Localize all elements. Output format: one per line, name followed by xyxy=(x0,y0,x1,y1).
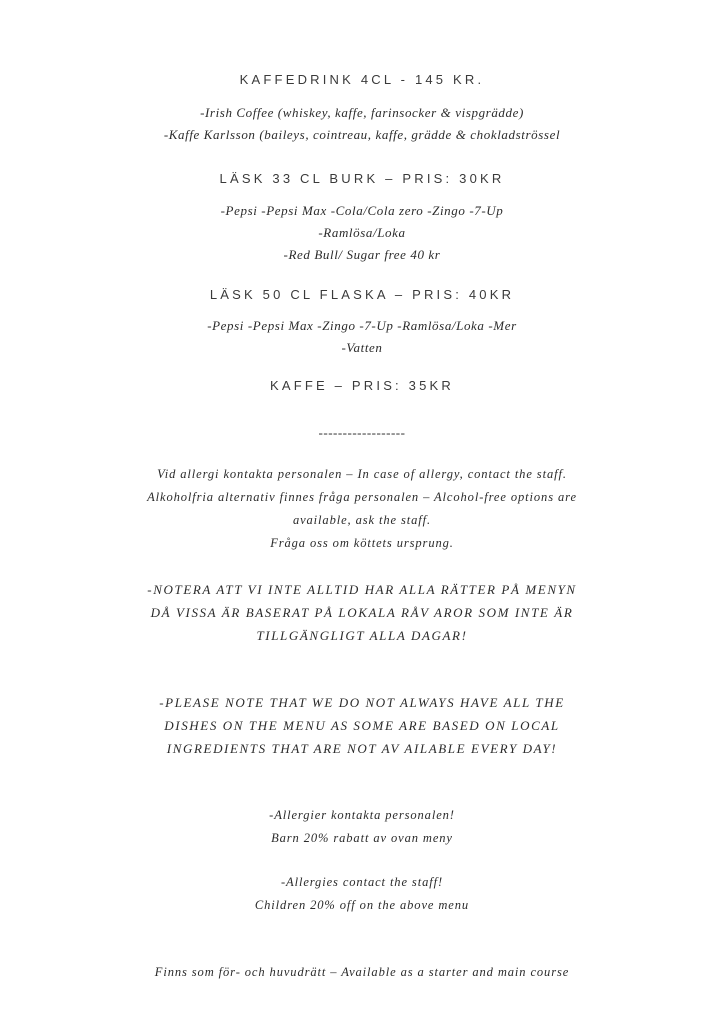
menu-item-bottle-list: -Pepsi -Pepsi Max -Zingo -7-Up -Ramlösa/Loka -Mer xyxy=(207,318,517,333)
menu-item-soda-list: -Pepsi -Pepsi Max -Cola/Cola zero -Zingo -7-Up xyxy=(220,203,504,218)
notice-en-line: DISHES ON THE MENU AS SOME ARE BASED ON LOCAL xyxy=(164,718,560,733)
menu-item-vatten: -Vatten xyxy=(341,340,383,355)
section-heading-kaffe: KAFFE – PRIS: 35KR xyxy=(269,378,455,393)
section-heading-lask-50cl: LÄSK 50 CL FLASKA – PRIS: 40KR xyxy=(209,287,515,302)
allergies-en: -Allergies contact the staff! xyxy=(280,875,444,889)
divider: ------------------ xyxy=(318,425,406,440)
menu-item-irish-coffee: -Irish Coffee (whiskey, kaffe, farinsocker & vispgrädde) xyxy=(200,105,524,120)
section-heading-lask-33cl: LÄSK 33 CL BURK – PRIS: 30KR xyxy=(219,171,505,186)
notice-en-line: INGREDIENTS THAT ARE NOT AV AILABLE EVERY DAY! xyxy=(166,741,558,756)
allergy-info-line: Fråga oss om köttets ursprung. xyxy=(270,536,454,550)
children-discount-sv: Barn 20% rabatt av ovan meny xyxy=(271,831,453,845)
notice-sv-line: DÅ VISSA ÄR BASERAT PÅ LOKALA RÅV AROR SOM INTE ÄR xyxy=(150,605,574,620)
menu-item-ramlosa-loka: -Ramlösa/Loka xyxy=(318,225,406,240)
notice-sv-line: TILLGÄNGLIGT ALLA DAGAR! xyxy=(256,628,468,643)
menu-item-red-bull: -Red Bull/ Sugar free 40 kr xyxy=(283,247,441,262)
allergy-info-line: Vid allergi kontakta personalen – In case of allergy, contact the staff. xyxy=(157,467,567,481)
section-heading-kaffedrink: KAFFEDRINK 4CL - 145 KR. xyxy=(239,72,485,87)
menu-item-kaffe-karlsson: -Kaffe Karlsson (baileys, cointreau, kaffe, grädde & chokladströssel xyxy=(163,127,561,142)
notice-sv-line: -NOTERA ATT VI INTE ALLTID HAR ALLA RÄTTER PÅ MENYN xyxy=(147,582,577,597)
children-discount-en: Children 20% off on the above menu xyxy=(254,898,470,912)
footer-note: Finns som för- och huvudrätt – Available as a starter and main course xyxy=(154,965,570,979)
notice-en-line: -PLEASE NOTE THAT WE DO NOT ALWAYS HAVE ALL THE xyxy=(159,695,565,710)
allergy-info-line: available, ask the staff. xyxy=(292,513,432,527)
allergy-info-line: Alkoholfria alternativ finnes fråga personalen – Alcohol-free options are xyxy=(147,490,577,504)
allergies-sv: -Allergier kontakta personalen! xyxy=(269,808,455,822)
